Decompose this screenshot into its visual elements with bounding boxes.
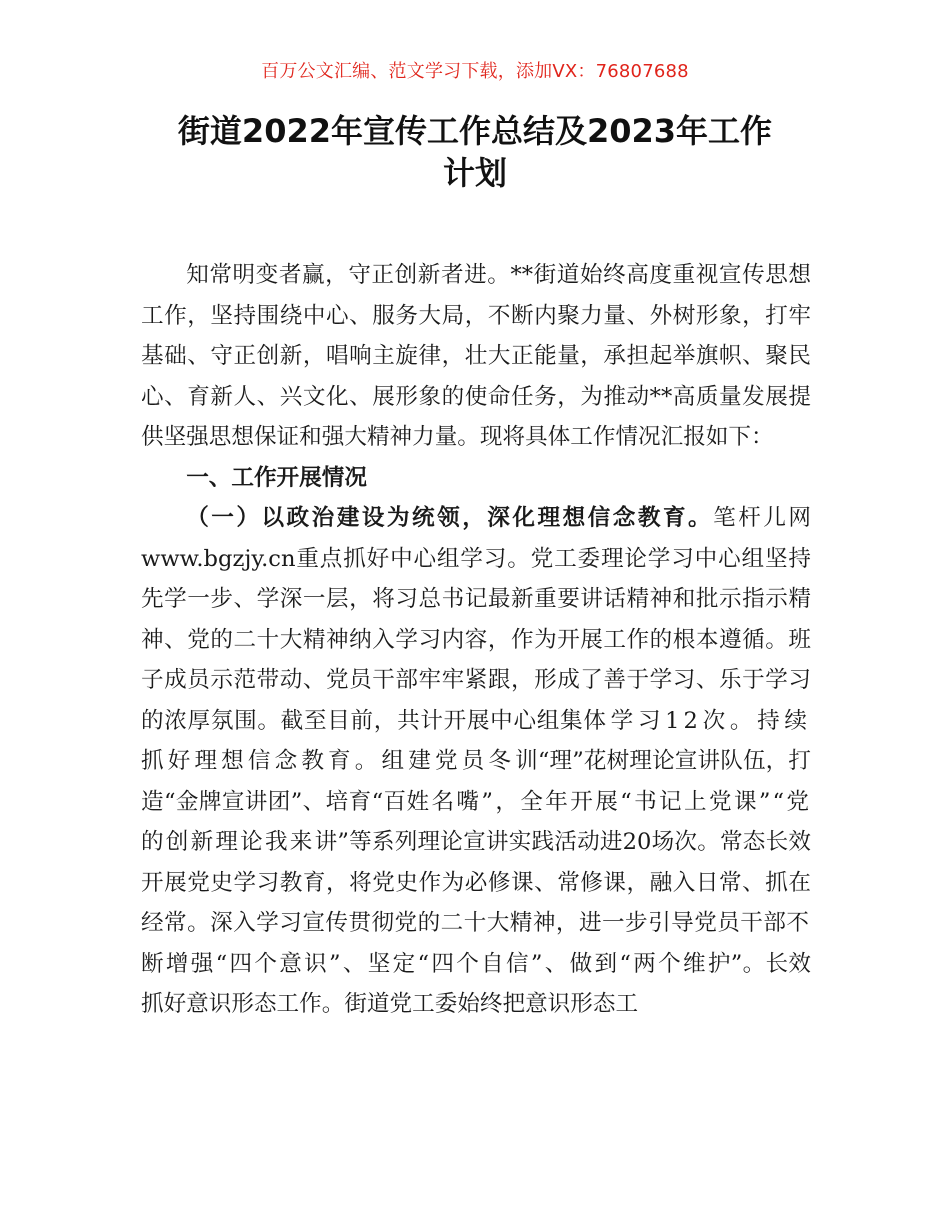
paragraph-text: 不断增强“四个意识”、坚定“四个自信”、做到“两个维 [141, 910, 811, 977]
title-line-1: 街道2022年宣传工作总结及2023年工作 [177, 112, 773, 150]
body-paragraph [141, 498, 811, 1025]
paragraph-text: 训“理”花树理论宣讲队伍，打造“金牌宣讲团”、培育“百 [141, 748, 811, 815]
subsection-heading: （一）以政治建设为统领，深化理想信念教育。 [186, 505, 714, 531]
paragraph-text: 姓名嘴”，全年开展“书记上党课”“党的创新理论我来 [141, 788, 812, 855]
paragraph-text: 体学习12次。持续抓好理想信念教育。组建党员冬 [141, 707, 812, 774]
paragraph-text: 护”。长效抓好意识形态工作。街道党工委始终把意识形态工 [141, 950, 811, 1017]
section-heading: 一、工作开展情况 [186, 464, 367, 491]
paragraph-text: 讲”等系列理论宣讲实践活动进20场次。常态长效开展党史学习教育，将党史作为必修课、常修课，融入日常、抓在经常。深入学习宣传贯彻党的二十大精神，进一步引导党员干部 [141, 829, 811, 936]
watermark-header: 百万公文汇编、范文学习下载，添加VX：76807688 [261, 61, 689, 82]
intro-paragraph: 知常明变者赢，守正创新者进。**街道始终高度重视宣传思想工作，坚持围绕中心、服务大局，不断内聚力量、外树形象，打牢基础、守正创新，唱响主旋律，壮大正能量，承担起举旗帜、聚民心、育新人、兴文化、展形象的使命任务，为推动**高质量发展提供坚强思想保证和强大精神力量。现将具体工作情况汇报如下： [141, 262, 811, 450]
title-line-2: 计划 [442, 154, 507, 192]
document-body [141, 255, 811, 1025]
paragraph-text: 笔杆儿网www.bgzjy.cn重点抓好中心组学习。党工委理论学习中心组坚持先学一步、学深一层，将习总书记最新重要讲话精神和批示指示精神、党的二十大精神纳入学习内容，作为开展工作的根本遵循。班子成员示范带动、党员干部牢牢紧跟，形成了善于学习、乐于学习的浓厚氛围。截至目前，共计开展中心组集 [141, 505, 812, 734]
document-title [120, 110, 830, 194]
